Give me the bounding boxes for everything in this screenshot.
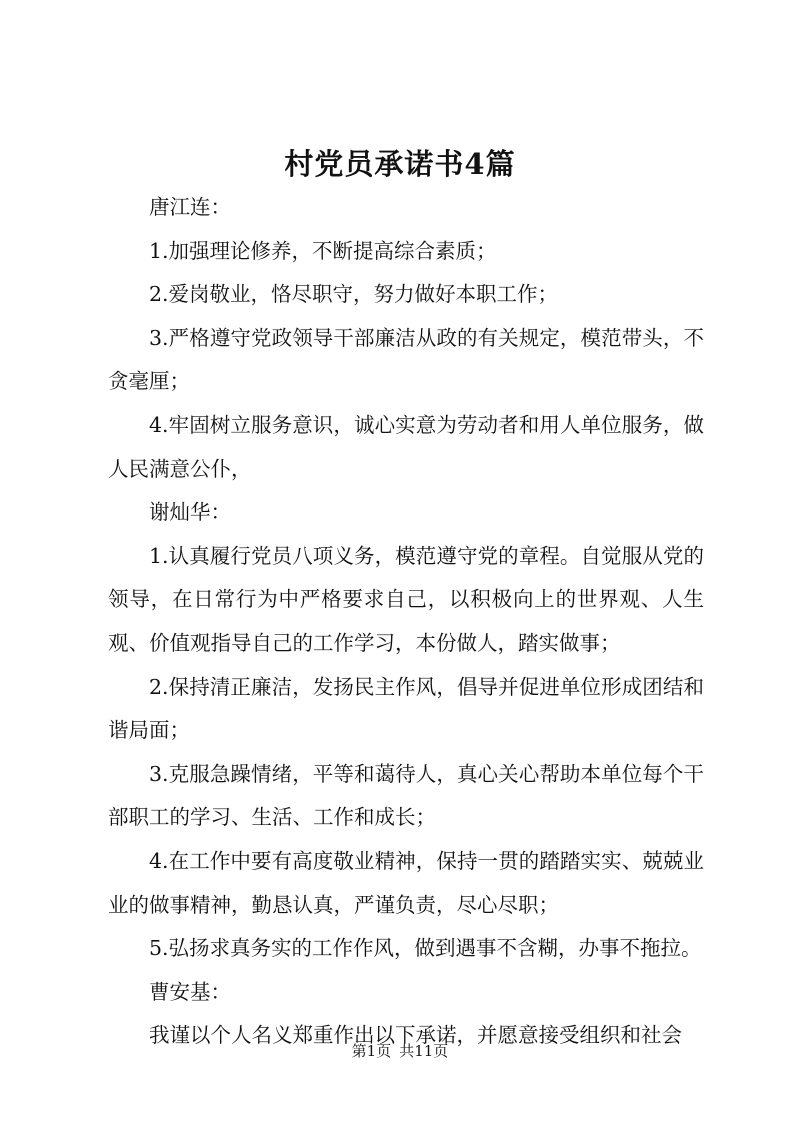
page-number: 第1页 (351, 1042, 392, 1060)
paragraph: 4.在工作中要有高度敬业精神，保持一贯的踏踏实实、兢兢业业的做事精神，勤恳认真，严谨负责，尽心尽职； (108, 848, 704, 917)
paragraph: 曹安基： (149, 979, 231, 1004)
paragraph: 2.爱岗敬业，恪尽职守，努力做好本职工作； (149, 282, 559, 307)
paragraph: 我谨以个人名义郑重作出以下承诺，并愿意接受组织和社会 (149, 1023, 682, 1048)
paragraph: 谢灿华： (149, 500, 231, 525)
total-pages: 共11页 (399, 1042, 449, 1060)
paragraph: 3.克服急躁情绪，平等和蔼待人，真心关心帮助本单位每个干部职工的学习、生活、工作和成长； (108, 761, 704, 830)
page-footer (0, 1040, 800, 1062)
paragraph: 2.保持清正廉洁，发扬民主作风，倡导并促进单位形成团结和谐局面； (108, 674, 704, 743)
paragraph: 1.加强理论修养，不断提高综合素质； (149, 238, 497, 263)
document-body (108, 186, 704, 1058)
paragraph: 3.严格遵守党政领导干部廉洁从政的有关规定，模范带头，不贪毫厘； (108, 325, 704, 394)
paragraph: 5.弘扬求真务实的工作作风，做到遇事不含糊，办事不拖拉。 (149, 936, 702, 961)
document-title: 村党员承诺书4篇 (284, 147, 516, 181)
paragraph: 1.认真履行党员八项义务，模范遵守党的章程。自觉服从党的领导，在日常行为中严格要求自己，以积极向上的世界观、人生观、价值观指导自己的工作学习，本份做人，踏实做事； (108, 543, 704, 655)
paragraph: 唐江连： (149, 195, 231, 219)
paragraph: 4.牢固树立服务意识，诚心实意为劳动者和用人单位服务，做人民满意公仆， (108, 412, 704, 481)
